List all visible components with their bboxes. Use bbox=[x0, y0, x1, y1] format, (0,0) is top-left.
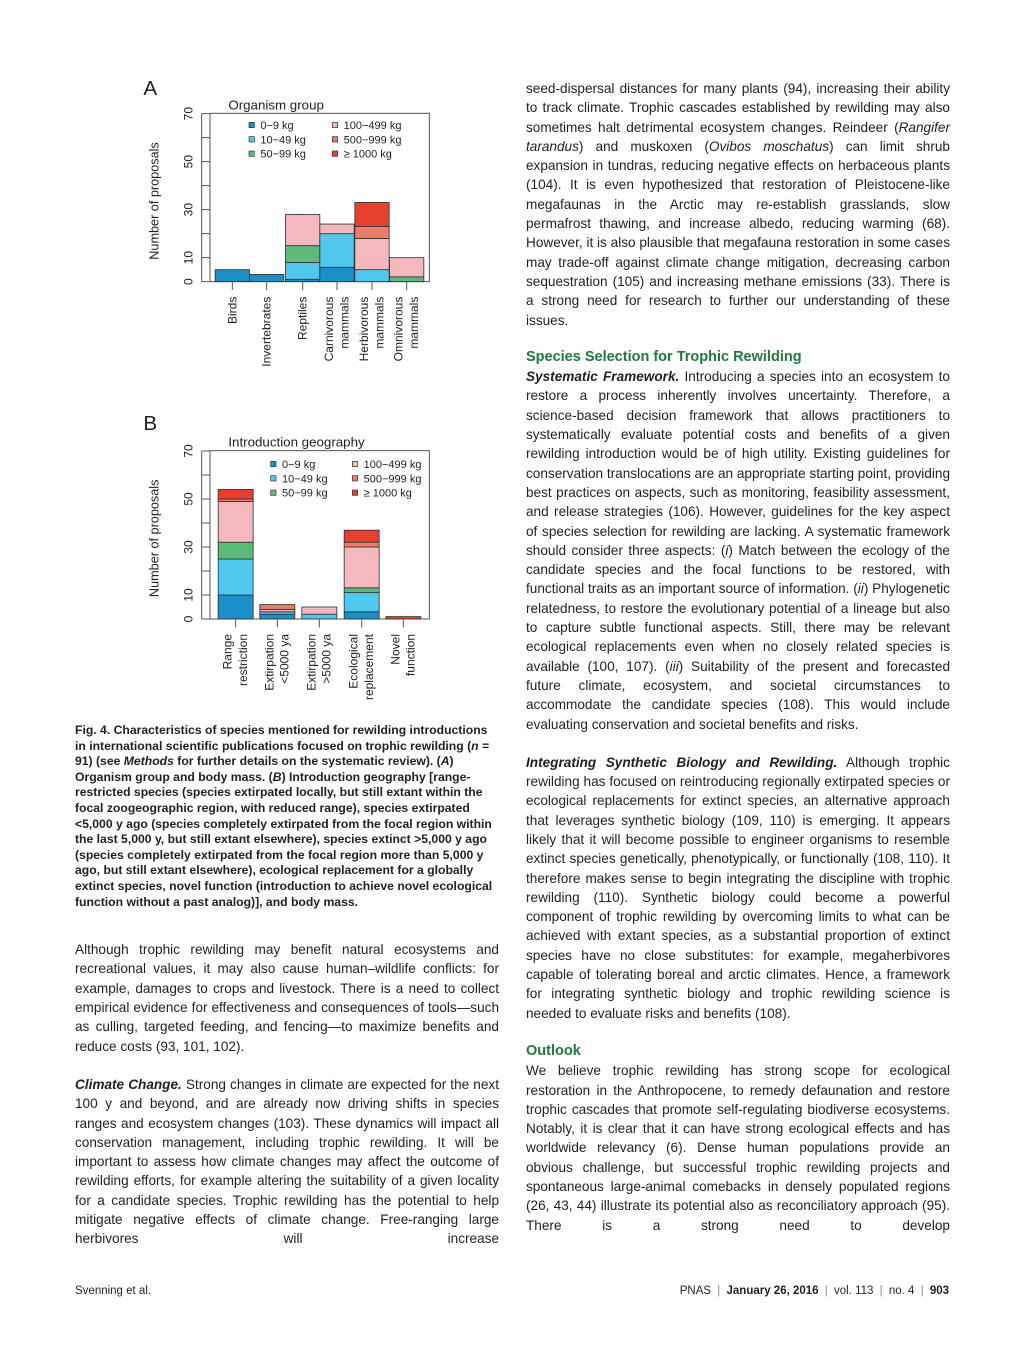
right-column bbox=[526, 79, 950, 1249]
x-tick-label: function bbox=[403, 634, 418, 677]
page bbox=[75, 0, 1024, 1249]
separator: | bbox=[717, 1284, 721, 1297]
y-tick-label: 0 bbox=[181, 278, 196, 286]
y-tick-label: 30 bbox=[181, 202, 196, 217]
y-tick-label: 10 bbox=[181, 588, 196, 602]
y-tick-label: 70 bbox=[181, 444, 196, 458]
emphasis-text: Rangifer tarandus bbox=[526, 119, 950, 154]
text-run: Fig. 4. Characteristics of species mentioned for rewilding introductions in international scientific publications focused on trophic rewilding ( bbox=[75, 723, 488, 753]
legend-label: 100−499 kg bbox=[363, 459, 422, 471]
emphasis-text: Climate Change. bbox=[75, 1076, 182, 1092]
volume: vol. 113 bbox=[833, 1284, 874, 1297]
page-number: 903 bbox=[929, 1284, 949, 1297]
bar-segment bbox=[355, 270, 389, 282]
bar-segment bbox=[344, 547, 379, 588]
bar-segment bbox=[218, 501, 253, 542]
bar-segment bbox=[344, 612, 379, 619]
x-tick-label: Extirpation bbox=[304, 634, 319, 691]
paragraph-outlook bbox=[526, 1061, 950, 1235]
emphasis-text: Systematic Framework. bbox=[526, 369, 680, 385]
bar-segment bbox=[386, 617, 421, 619]
legend-swatch bbox=[271, 476, 276, 481]
text-run: ) Phylogenetic relatedness, to restore the evolutionary potential of a lineage but also to capture subtle functional aspects. Still, there may be relevant ecological replacements even when no closely related species is available (100, 107). ( bbox=[526, 581, 950, 674]
bar-segment bbox=[302, 614, 337, 619]
panel-label: B bbox=[143, 415, 158, 435]
legend-swatch bbox=[352, 476, 357, 481]
y-tick-label: 70 bbox=[181, 106, 196, 121]
date: January 26, 2016 bbox=[726, 1284, 819, 1297]
x-tick-label: restriction bbox=[236, 634, 250, 687]
bar-segment bbox=[355, 202, 389, 226]
footer bbox=[75, 1285, 949, 1297]
legend-swatch bbox=[249, 137, 254, 142]
bar-segment bbox=[286, 246, 320, 263]
left-column bbox=[75, 79, 499, 1249]
footer-citation bbox=[677, 1285, 949, 1297]
paragraph bbox=[75, 940, 499, 1056]
issue: no. 4 bbox=[888, 1284, 915, 1297]
paragraph bbox=[526, 79, 950, 330]
emphasis-text: B bbox=[272, 769, 282, 784]
section-heading: Species Selection for Trophic Rewilding bbox=[526, 348, 802, 365]
section-heading: Outlook bbox=[526, 1042, 581, 1059]
text-run: = 91) (see bbox=[75, 738, 490, 769]
x-tick-label: Extirpation bbox=[262, 634, 277, 691]
legend-swatch bbox=[249, 122, 254, 127]
emphasis-text: ii bbox=[857, 581, 864, 597]
legend-label: ≥ 1000 kg bbox=[343, 148, 392, 161]
legend-swatch bbox=[352, 490, 357, 495]
paragraph-systematic-framework bbox=[526, 367, 950, 734]
x-tick-label: Herbivorous bbox=[357, 296, 371, 362]
bar-segment bbox=[344, 530, 379, 542]
legend-label: 50−99 kg bbox=[260, 148, 306, 161]
text-run: Introducing a species into an ecosystem to restore a process inherently involves uncertainty. Therefore, a science-based decision framework that allows practitioners to systematically evaluate potential costs and benefits of a given rewilding introduction would be of high utility. Existing guidelines for conservation translocations are an appropriate starting point, providing best practices on aspects, such as monitoring, feasibility assessment, and release strategies (106). However, guidelines for the key aspect of species selection for rewilding are lacking. A systematic framework should consider three aspects: ( bbox=[526, 369, 950, 558]
journal: PNAS bbox=[679, 1284, 712, 1297]
bar-segment bbox=[250, 274, 284, 281]
bar-segment bbox=[218, 489, 253, 499]
legend-label: 50−99 kg bbox=[282, 487, 328, 500]
bar-segment bbox=[286, 262, 320, 279]
chart-organism-group bbox=[140, 80, 440, 380]
y-tick-label: 10 bbox=[181, 250, 196, 265]
text-run: ) can limit shrub expansion in tundras, reducing negative effects on herbaceous plants (104). It is even hypothesized that restoration of Pleistocene-like megafaunas in the Arctic may re-establish grasslands, slow permafrost thawing, and increase albedo, reducing warming (68). However, it is also plausible that megafauna restoration in some cases may trade-off against climate change mitigation, decreasing carbon sequestration (105) and increasing methane emissions (33). There is a strong need for research to further our understanding of these issues. bbox=[526, 138, 950, 328]
x-tick-label: Omnivorous bbox=[391, 296, 406, 362]
legend-swatch bbox=[271, 490, 276, 495]
bar-segment bbox=[218, 595, 253, 619]
text-run: ) Organism group and body mass. ( bbox=[75, 754, 454, 784]
separator: | bbox=[824, 1284, 828, 1297]
text-run: seed-dispersal distances for many plants (94), increasing their ability to track climate. Trophic cascades established by rewilding may also sometimes halt detrimental ecosystem changes. Reindeer ( bbox=[526, 81, 950, 135]
y-axis-label: Number of proposals bbox=[147, 142, 162, 260]
text-run: Strong changes in climate are expected for the next 100 y and beyond, and are already now driving shifts in species ranges and ecosystem changes (103). These dynamics will impact all conservation management, including trophic rewilding. It will be important to assess how climate changes may affect the outcome of rewilding efforts, for example altering the suitability of a given locality for a candidate species. Trophic rewilding has the potential to help mitigate negative effects of climate change. Free-ranging large herbivores will increase bbox=[75, 1076, 499, 1247]
y-tick-label: 30 bbox=[181, 540, 196, 554]
legend-label: ≥ 1000 kg bbox=[363, 487, 412, 500]
x-tick-label: mammals bbox=[337, 296, 352, 349]
emphasis-text: Methods bbox=[123, 754, 174, 769]
x-tick-label: Novel bbox=[388, 634, 403, 665]
text-run: ) Suitability of the present and forecasted future climate, ecosystem, and societal circumstances to accommodate the candidate species (108). This would include evaluating conservation and societal benefits and risks. bbox=[526, 658, 950, 732]
legend-swatch bbox=[332, 137, 337, 142]
legend-swatch bbox=[332, 151, 337, 156]
x-tick-label: >5000 ya bbox=[319, 634, 334, 684]
text-run: ) Match between the ecology of the candidate species and the focal functions to be restored, with functional traits as an important source of information. ( bbox=[526, 542, 950, 597]
x-tick-label: replacement bbox=[362, 634, 376, 701]
bar-segment bbox=[344, 542, 379, 547]
legend-swatch bbox=[332, 122, 337, 127]
x-tick-label: mammals bbox=[372, 296, 387, 349]
text-run: We believe trophic rewilding has strong scope for ecological restoration in the Anthropocene, to remedy defaunation and restore trophic cascades that promote self-regulating biodiverse ecosystems. Notably, it is clear that it can have strong ecological effects and has worldwide relevancy (6). Dense human populations provide an obvious challenge, but successful trophic rewilding projects and spontaneous large-animal comebacks in densely populated regions (26, 43, 44) illustrate its potential also as reconciliatory approach (95). There is a strong need to develop bbox=[526, 1063, 950, 1233]
separator: | bbox=[879, 1284, 883, 1297]
y-tick-label: 50 bbox=[181, 154, 196, 169]
bar-segment bbox=[355, 226, 389, 238]
x-tick-label: mammals bbox=[407, 296, 421, 349]
legend-label: 10−49 kg bbox=[282, 473, 328, 486]
x-tick-label: Birds bbox=[225, 296, 240, 325]
legend-label: 500−999 kg bbox=[343, 134, 402, 147]
emphasis-text: n bbox=[471, 738, 479, 753]
legend-label: 500−999 kg bbox=[363, 473, 422, 486]
bar-segment bbox=[286, 214, 320, 245]
legend-label: 0−9 kg bbox=[260, 120, 294, 132]
x-tick-label: Reptiles bbox=[295, 296, 310, 341]
legend-swatch bbox=[352, 461, 357, 466]
emphasis-text: Ovibos moschatus bbox=[708, 138, 830, 154]
footer-authors: Svenning et al. bbox=[75, 1284, 152, 1297]
chart-introduction-geography bbox=[140, 415, 440, 715]
bar-segment bbox=[390, 258, 424, 277]
x-tick-label: Ecological bbox=[346, 634, 361, 689]
legend-swatch bbox=[271, 461, 276, 466]
emphasis-text: A bbox=[440, 754, 450, 769]
figure-caption bbox=[75, 723, 499, 910]
bar-segment bbox=[215, 270, 249, 282]
chart-title: Organism group bbox=[228, 97, 324, 113]
chart-title: Introduction geography bbox=[228, 434, 365, 450]
text-run: Although trophic rewilding has focused on reintroducing regionally extirpated species or ecological replacements for extinct species, an alternative approach that leverages synthetic biology (109, 110) is emerging. It appears likely that it will become possible to engineer organisms to resemble extinct species genetically, phenotypically, or functionally (108, 110). It therefore makes sense to begin integrating the discipline with trophic rewilding (110). Synthetic biology could become a powerful component of trophic rewilding by overcoming limits to what can be achieved with extant species, as a substantial proportion of extinct species have no close substitutes: for example, megaherbivores capable of tolerating boreal and arctic climates. Hence, a framework for integrating synthetic biology and trophic rewilding science is needed to evaluate risks and benefits (108). bbox=[526, 754, 950, 1021]
bar-segment bbox=[260, 614, 295, 619]
legend-label: 100−499 kg bbox=[343, 120, 402, 132]
y-tick-label: 50 bbox=[181, 492, 196, 506]
text-run: ) and muskoxen ( bbox=[578, 138, 709, 154]
x-tick-label: Carnivorous bbox=[322, 296, 336, 362]
bar-segment bbox=[260, 605, 295, 610]
bar-segment bbox=[320, 234, 354, 268]
x-tick-label: <5000 ya bbox=[277, 634, 292, 684]
text-run: for further details on the systematic review). ( bbox=[173, 754, 441, 769]
x-tick-label: Invertebrates bbox=[259, 296, 274, 367]
emphasis-text: i bbox=[725, 542, 729, 558]
paragraph-synthetic-biology bbox=[526, 753, 950, 1023]
legend-swatch bbox=[249, 151, 254, 156]
text-run: ) Introduction geography [range-restricted species (species extirpated locally, but still extant within the focal zoogeographic region, with reduced range), species extirpated <5,000 y ago (species completely extirpated from the focal region within the last 5,000 y, but still extant elsewhere), species extinct >5,000 y ago (species completely extirpated from the focal region more than 5,000 y ago, but still extant elsewhere), ecological replacement for a globally extinct species, novel function (introduction to achieve novel ecological function without a past analog)], and body mass. bbox=[75, 769, 493, 909]
text-run: Although trophic rewilding may benefit natural ecosystems and recreational values, it may also cause human–wildlife conflicts: for example, damages to crops and livestock. There is a need to collect empirical evidence for effectiveness and consequences of tools—such as culling, targeted feeding, and fencing—to maximize benefits and reduce costs (93, 101, 102). bbox=[75, 942, 499, 1054]
panel-label: A bbox=[143, 80, 158, 100]
legend-label: 10−49 kg bbox=[260, 134, 306, 147]
bar-segment bbox=[355, 238, 389, 269]
separator: | bbox=[920, 1284, 924, 1297]
bar-segment bbox=[302, 607, 337, 614]
bar-segment bbox=[320, 224, 354, 234]
bar-segment bbox=[344, 593, 379, 612]
paragraph-climate-change bbox=[75, 1075, 499, 1249]
bar-segment bbox=[218, 542, 253, 559]
figure-4 bbox=[75, 79, 499, 723]
x-tick-label: Range bbox=[220, 634, 235, 670]
bar-segment bbox=[344, 588, 379, 593]
y-tick-label: 0 bbox=[181, 615, 196, 623]
emphasis-text: iii bbox=[669, 658, 679, 674]
bar-segment bbox=[390, 277, 424, 282]
emphasis-text: Integrating Synthetic Biology and Rewilding. bbox=[526, 754, 838, 770]
y-axis-label: Number of proposals bbox=[147, 479, 162, 598]
legend-label: 0−9 kg bbox=[282, 459, 316, 471]
bar-segment bbox=[320, 267, 354, 281]
bar-segment bbox=[218, 559, 253, 595]
